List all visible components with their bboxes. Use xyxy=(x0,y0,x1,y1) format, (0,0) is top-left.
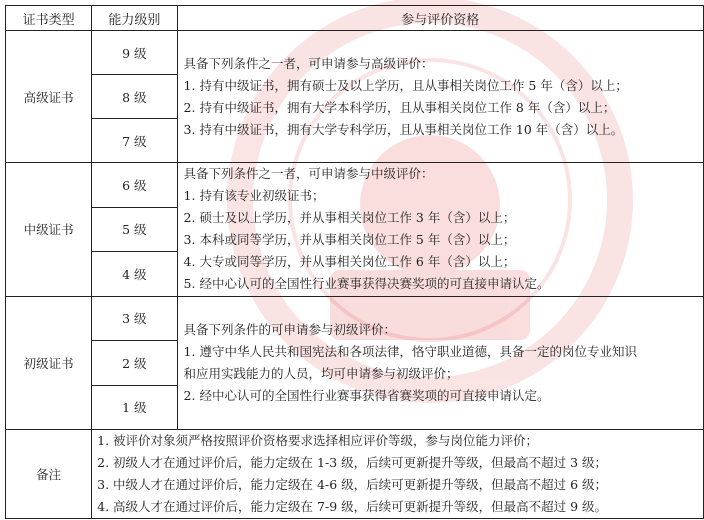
qualification-line: 3. 持有中级证书，拥有大学专科学历，且从事相关岗位工作 10 年（含）以上。 xyxy=(183,121,624,137)
qualification-line: 4. 大专或同等学历，并从事相关岗位工作 6 年（含）以上； xyxy=(183,254,516,270)
notes-row xyxy=(6,430,704,519)
qualification-intermediate xyxy=(177,163,703,297)
notes-label: 备注 xyxy=(6,430,92,519)
table-row xyxy=(6,163,704,208)
header-cert-type: 证书类型 xyxy=(6,6,92,31)
level-cell: 6 级 xyxy=(92,163,177,208)
table-header-row xyxy=(6,6,704,31)
qualification-line: 1. 持有该专业初级证书； xyxy=(183,188,325,204)
qualification-line: 具备下列条件之一者，可申请参与高级评价： xyxy=(183,55,434,71)
note-line: 1. 被评价对象须严格按照评价资格要求选择相应评价等级，参与岗位能力评价； xyxy=(97,433,539,448)
table-row xyxy=(6,31,704,75)
level-cell: 2 级 xyxy=(92,341,177,386)
qualification-line: 1. 持有中级证书，拥有硕士及以上学历，且从事相关岗位工作 5 年（含）以上； xyxy=(183,77,628,93)
qualification-line: 1. 遵守中华人民共和国宪法和各项法律，恪守职业道德，具备一定的岗位专业知识 xyxy=(183,343,637,359)
level-cell: 5 级 xyxy=(92,207,177,252)
header-ability-level: 能力级别 xyxy=(92,6,177,31)
notes-content xyxy=(92,430,704,519)
cert-type-senior: 高级证书 xyxy=(6,31,92,163)
qualification-line: 2. 硕士及以上学历，并从事相关岗位工作 3 年（含）以上； xyxy=(183,210,516,226)
level-cell: 8 级 xyxy=(92,75,177,119)
qualification-senior xyxy=(177,31,703,163)
qualification-line: 具备下列条件的可申请参与初级评价： xyxy=(183,321,397,337)
level-cell: 9 级 xyxy=(92,31,177,75)
qualification-junior xyxy=(177,296,703,430)
evaluation-qualification-table xyxy=(5,5,704,519)
level-cell: 3 级 xyxy=(92,296,177,341)
note-line: 3. 中级人才在通过评价后，能力定级在 4-6 级，后续可更新提升等级，但最高不超过 6 级； xyxy=(97,477,608,492)
level-cell: 4 级 xyxy=(92,252,177,297)
header-qualification: 参与评价资格 xyxy=(177,6,703,31)
cert-type-intermediate: 中级证书 xyxy=(6,163,92,297)
qualification-line: 2. 经中心认可的全国性行业赛事获得省赛奖项的可直接申请认定。 xyxy=(183,387,550,403)
qualification-line: 5. 经中心认可的全国性行业赛事获得决赛奖项的可直接申请认定。 xyxy=(183,276,550,292)
qualification-line: 3. 本科或同等学历，并从事相关岗位工作 5 年（含）以上； xyxy=(183,232,516,248)
cert-type-junior: 初级证书 xyxy=(6,296,92,430)
note-line: 4. 高级人才在通过评价后，能力定级在 7-9 级，后续可更新提升等级，但最高不超过 9 级。 xyxy=(97,499,608,514)
table-row xyxy=(6,296,704,341)
qualification-line: 具备下列条件之一者，可申请参与中级评价： xyxy=(183,166,434,182)
level-cell: 7 级 xyxy=(92,119,177,163)
qualification-line: 和应用实践能力的人员，均可申请参与初级评价； xyxy=(183,365,459,381)
qualification-line: 2. 持有中级证书，拥有大学本科学历，且从事相关岗位工作 8 年（含）以上； xyxy=(183,99,616,115)
level-cell: 1 级 xyxy=(92,385,177,430)
note-line: 2. 初级人才在通过评价后，能力定级在 1-3 级，后续可更新提升等级，但最高不超过 3 级； xyxy=(97,455,608,470)
